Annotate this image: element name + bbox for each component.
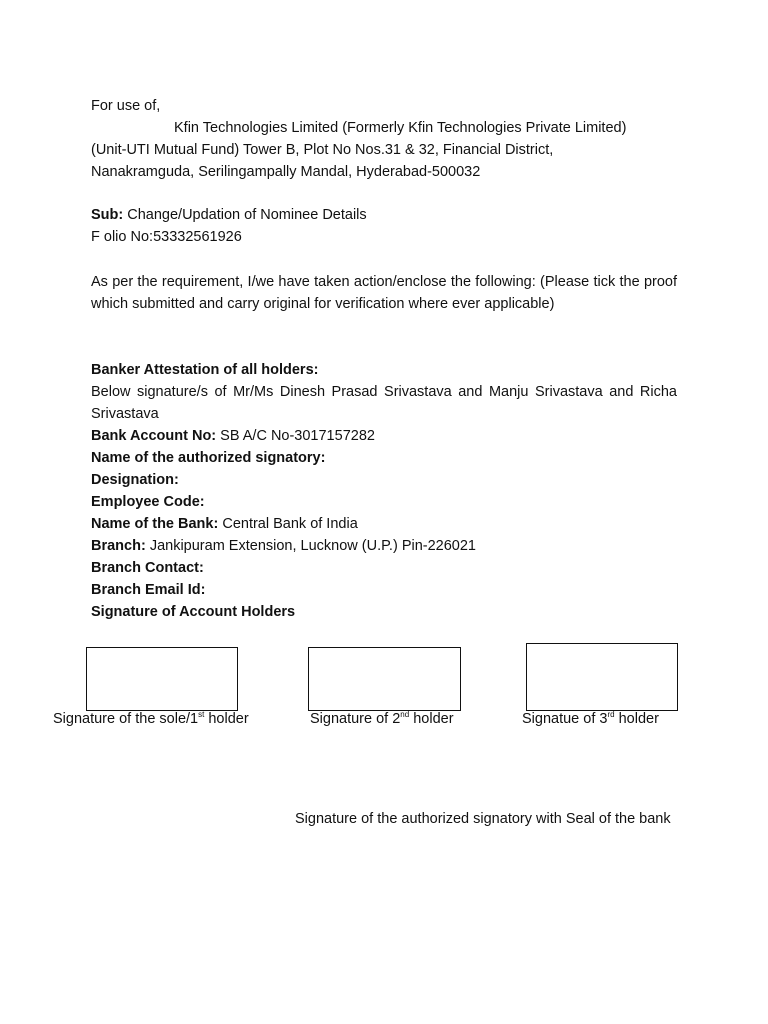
signature-label-holder-1 (53, 711, 249, 727)
authorized-signatory-label: Signature of the authorized signatory with Seal of the bank (295, 811, 671, 827)
field-employee-code (91, 491, 677, 513)
company-line: Kfin Technologies Limited (Formerly Kfin Technologies Private Limited) (174, 120, 627, 136)
label-superscript: st (198, 710, 205, 720)
requirement-paragraph: As per the requirement, I/we have taken action/enclose the following: (Please tick the proof which submitted and carry original for verification where ever applicable) (91, 274, 677, 312)
attestation-block (91, 359, 677, 623)
field-value: SB A/C No-3017157282 (216, 428, 375, 444)
signature-box-holder-3[interactable] (526, 643, 678, 711)
field-bank-name (91, 513, 677, 535)
field-label: Designation: (91, 472, 179, 488)
folio-value: 53332561926 (153, 229, 242, 245)
subject-block (91, 204, 677, 248)
field-authorized-signatory (91, 447, 677, 469)
label-text: Signatue of 3 (522, 711, 608, 727)
label-superscript: nd (400, 710, 410, 720)
field-branch (91, 535, 677, 557)
label-text: holder (204, 711, 249, 727)
subject-line (91, 204, 677, 226)
attestation-heading: Banker Attestation of all holders: (91, 362, 319, 378)
field-branch-email (91, 579, 677, 601)
signature-box-holder-1[interactable] (86, 647, 238, 711)
field-label: Employee Code: (91, 494, 205, 510)
field-signature-heading (91, 601, 677, 623)
address-line-2: Nanakramguda, Serilingampally Mandal, Hyderabad-500032 (91, 164, 481, 180)
label-text: Signature of the sole/1 (53, 711, 199, 727)
address-line-1: (Unit-UTI Mutual Fund) Tower B, Plot No Nos.31 & 32, Financial District, (91, 142, 554, 158)
field-value: Jankipuram Extension, Lucknow (U.P.) Pin-226021 (145, 538, 476, 554)
sub-value: Change/Updation of Nominee Details (123, 207, 367, 223)
field-branch-contact (91, 557, 677, 579)
field-label: Name of the authorized signatory: (91, 450, 326, 466)
field-label: Branch Contact: (91, 560, 204, 576)
label-text: holder (614, 711, 659, 727)
field-label: Bank Account No: (91, 428, 217, 444)
for-use-of: For use of, (91, 98, 161, 114)
label-superscript: rd (607, 710, 615, 720)
field-label: Branch: (91, 538, 146, 554)
field-label: Branch Email Id: (91, 582, 206, 598)
sub-label: Sub: (91, 207, 124, 223)
folio-label: F olio No: (91, 229, 154, 245)
label-text: Signature of 2 (310, 711, 401, 727)
signature-label-holder-2 (310, 711, 454, 727)
field-label: Name of the Bank: (91, 516, 219, 532)
signature-label-holder-3 (522, 711, 659, 727)
signature-box-holder-2[interactable] (308, 647, 461, 711)
folio-line (91, 226, 677, 248)
field-label: Signature of Account Holders (91, 604, 296, 620)
field-value: Central Bank of India (218, 516, 358, 532)
holders-text: Below signature/s of Mr/Ms Dinesh Prasad Srivastava and Manju Srivastava and Richa Srivastava (91, 384, 677, 422)
address-block (91, 95, 677, 183)
field-bank-account (91, 425, 677, 447)
label-text: holder (409, 711, 454, 727)
field-designation (91, 469, 677, 491)
